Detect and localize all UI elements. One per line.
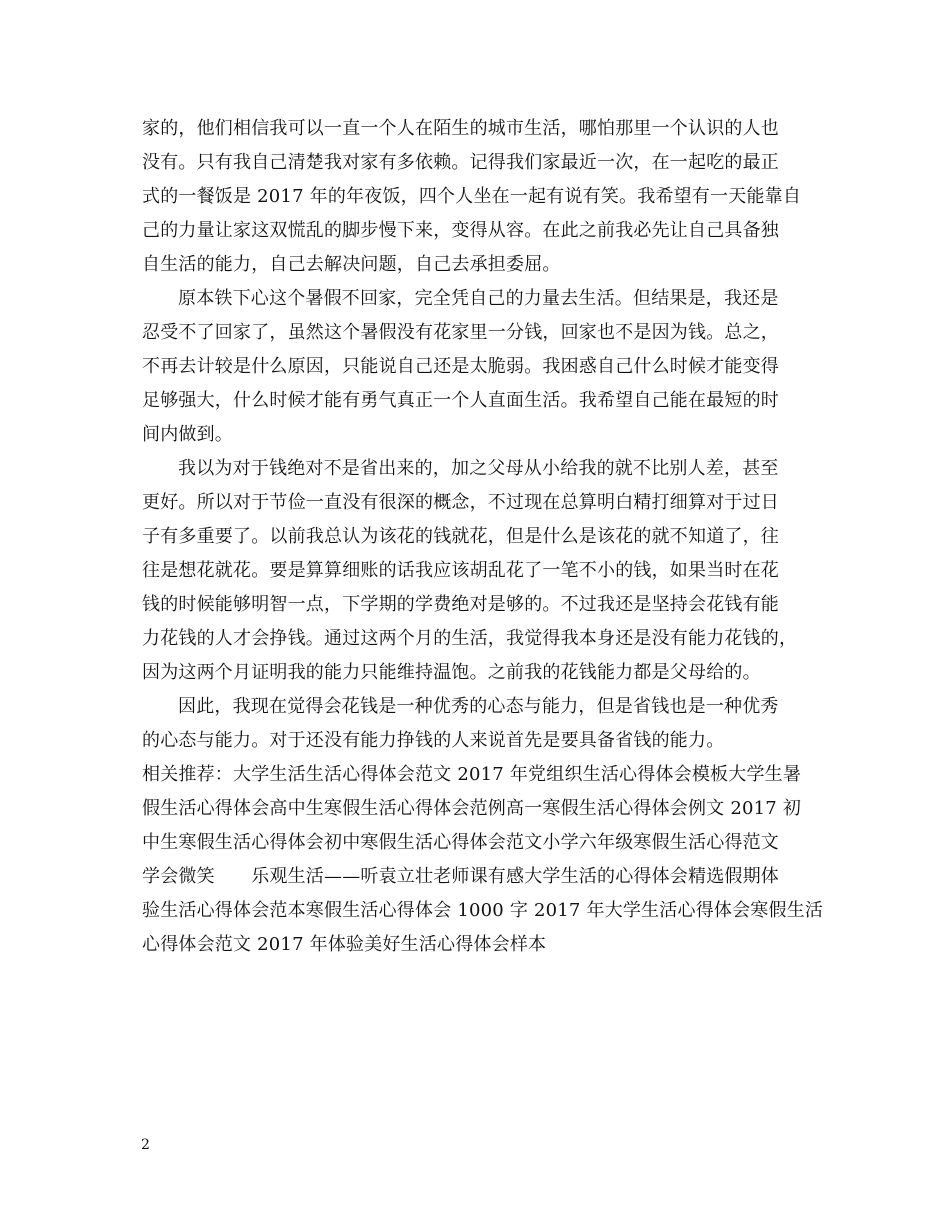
text-line: 间内做到。 <box>142 424 233 445</box>
text-line: 家的，他们相信我可以一直一个人在陌生的城市生活，哪怕那里一个认识的人也 <box>142 118 779 139</box>
text-line: 我以为对于钱绝对不是省出来的，加之父母从小给我的就不比别人差，甚至 <box>178 458 779 479</box>
text-line: 因此，我现在觉得会花钱是一种优秀的心态与能力，但是省钱也是一种优秀 <box>178 696 779 717</box>
text-line: 往是想花就花。要是算算细账的话我应该胡乱花了一笔不小的钱，如果当时在花 <box>142 560 779 581</box>
text-line: 不再去计较是什么原因，只能说自己还是太脆弱。我困惑自己什么时候才能变得 <box>142 356 779 377</box>
text-line: 式的一餐饭是 2017 年的年夜饭，四个人坐在一起有说有笑。我希望有一天能靠自 <box>142 186 802 207</box>
related-recommendations-line: 验生活心得体会范本寒假生活心得体会 1000 字 2017 年大学生活心得体会寒假生活 <box>142 900 824 921</box>
text-line: 己的力量让家这双慌乱的脚步慢下来，变得从容。在此之前我必先让自己具备独 <box>142 220 779 241</box>
text-line: 的心态与能力。对于还没有能力挣钱的人来说首先是要具备省钱的能力。 <box>142 730 725 751</box>
text-line: 钱的时候能够明智一点，下学期的学费绝对是够的。不过我还是坚持会花钱有能 <box>142 594 779 615</box>
text-line: 力花钱的人才会挣钱。通过这两个月的生活，我觉得我本身还是没有能力花钱的， <box>142 628 798 649</box>
related-recommendations-line: 相关推荐：大学生活生活心得体会范文 2017 年党组织生活心得体会模板大学生暑 <box>142 764 802 785</box>
related-recommendations-line: 学会微笑 乐观生活——听袁立壮老师课有感大学生活的心得体会精选假期体 <box>142 866 779 887</box>
text-line: 子有多重要了。以前我总认为该花的钱就花，但是什么是该花的就不知道了，往 <box>142 526 779 547</box>
related-recommendations-line: 中生寒假生活心得体会初中寒假生活心得体会范文小学六年级寒假生活心得范文 <box>142 832 779 853</box>
related-recommendations-line: 假生活心得体会高中生寒假生活心得体会范例高一寒假生活心得体会例文 2017 初 <box>142 798 802 819</box>
text-line: 自生活的能力，自己去解决问题，自己去承担委屈。 <box>142 254 561 275</box>
text-line: 忍受不了回家了，虽然这个暑假没有花家里一分钱，回家也不是因为钱。总之， <box>142 322 779 343</box>
text-line: 更好。所以对于节俭一直没有很深的概念，不过现在总算明白精打细算对于过日 <box>142 492 779 513</box>
body-text <box>142 112 822 962</box>
text-line: 因为这两个月证明我的能力只能维持温饱。之前我的花钱能力都是父母给的。 <box>142 662 761 683</box>
page-number: 2 <box>141 1137 150 1153</box>
text-line: 足够强大，什么时候才能有勇气真正一个人直面生活。我希望自己能在最短的时 <box>142 390 779 411</box>
text-line: 没有。只有我自己清楚我对家有多依赖。记得我们家最近一次，在一起吃的最正 <box>142 152 779 173</box>
text-line: 原本铁下心这个暑假不回家，完全凭自己的力量去生活。但结果是，我还是 <box>178 288 779 309</box>
related-recommendations-line: 心得体会范文 2017 年体验美好生活心得体会样本 <box>142 934 547 955</box>
